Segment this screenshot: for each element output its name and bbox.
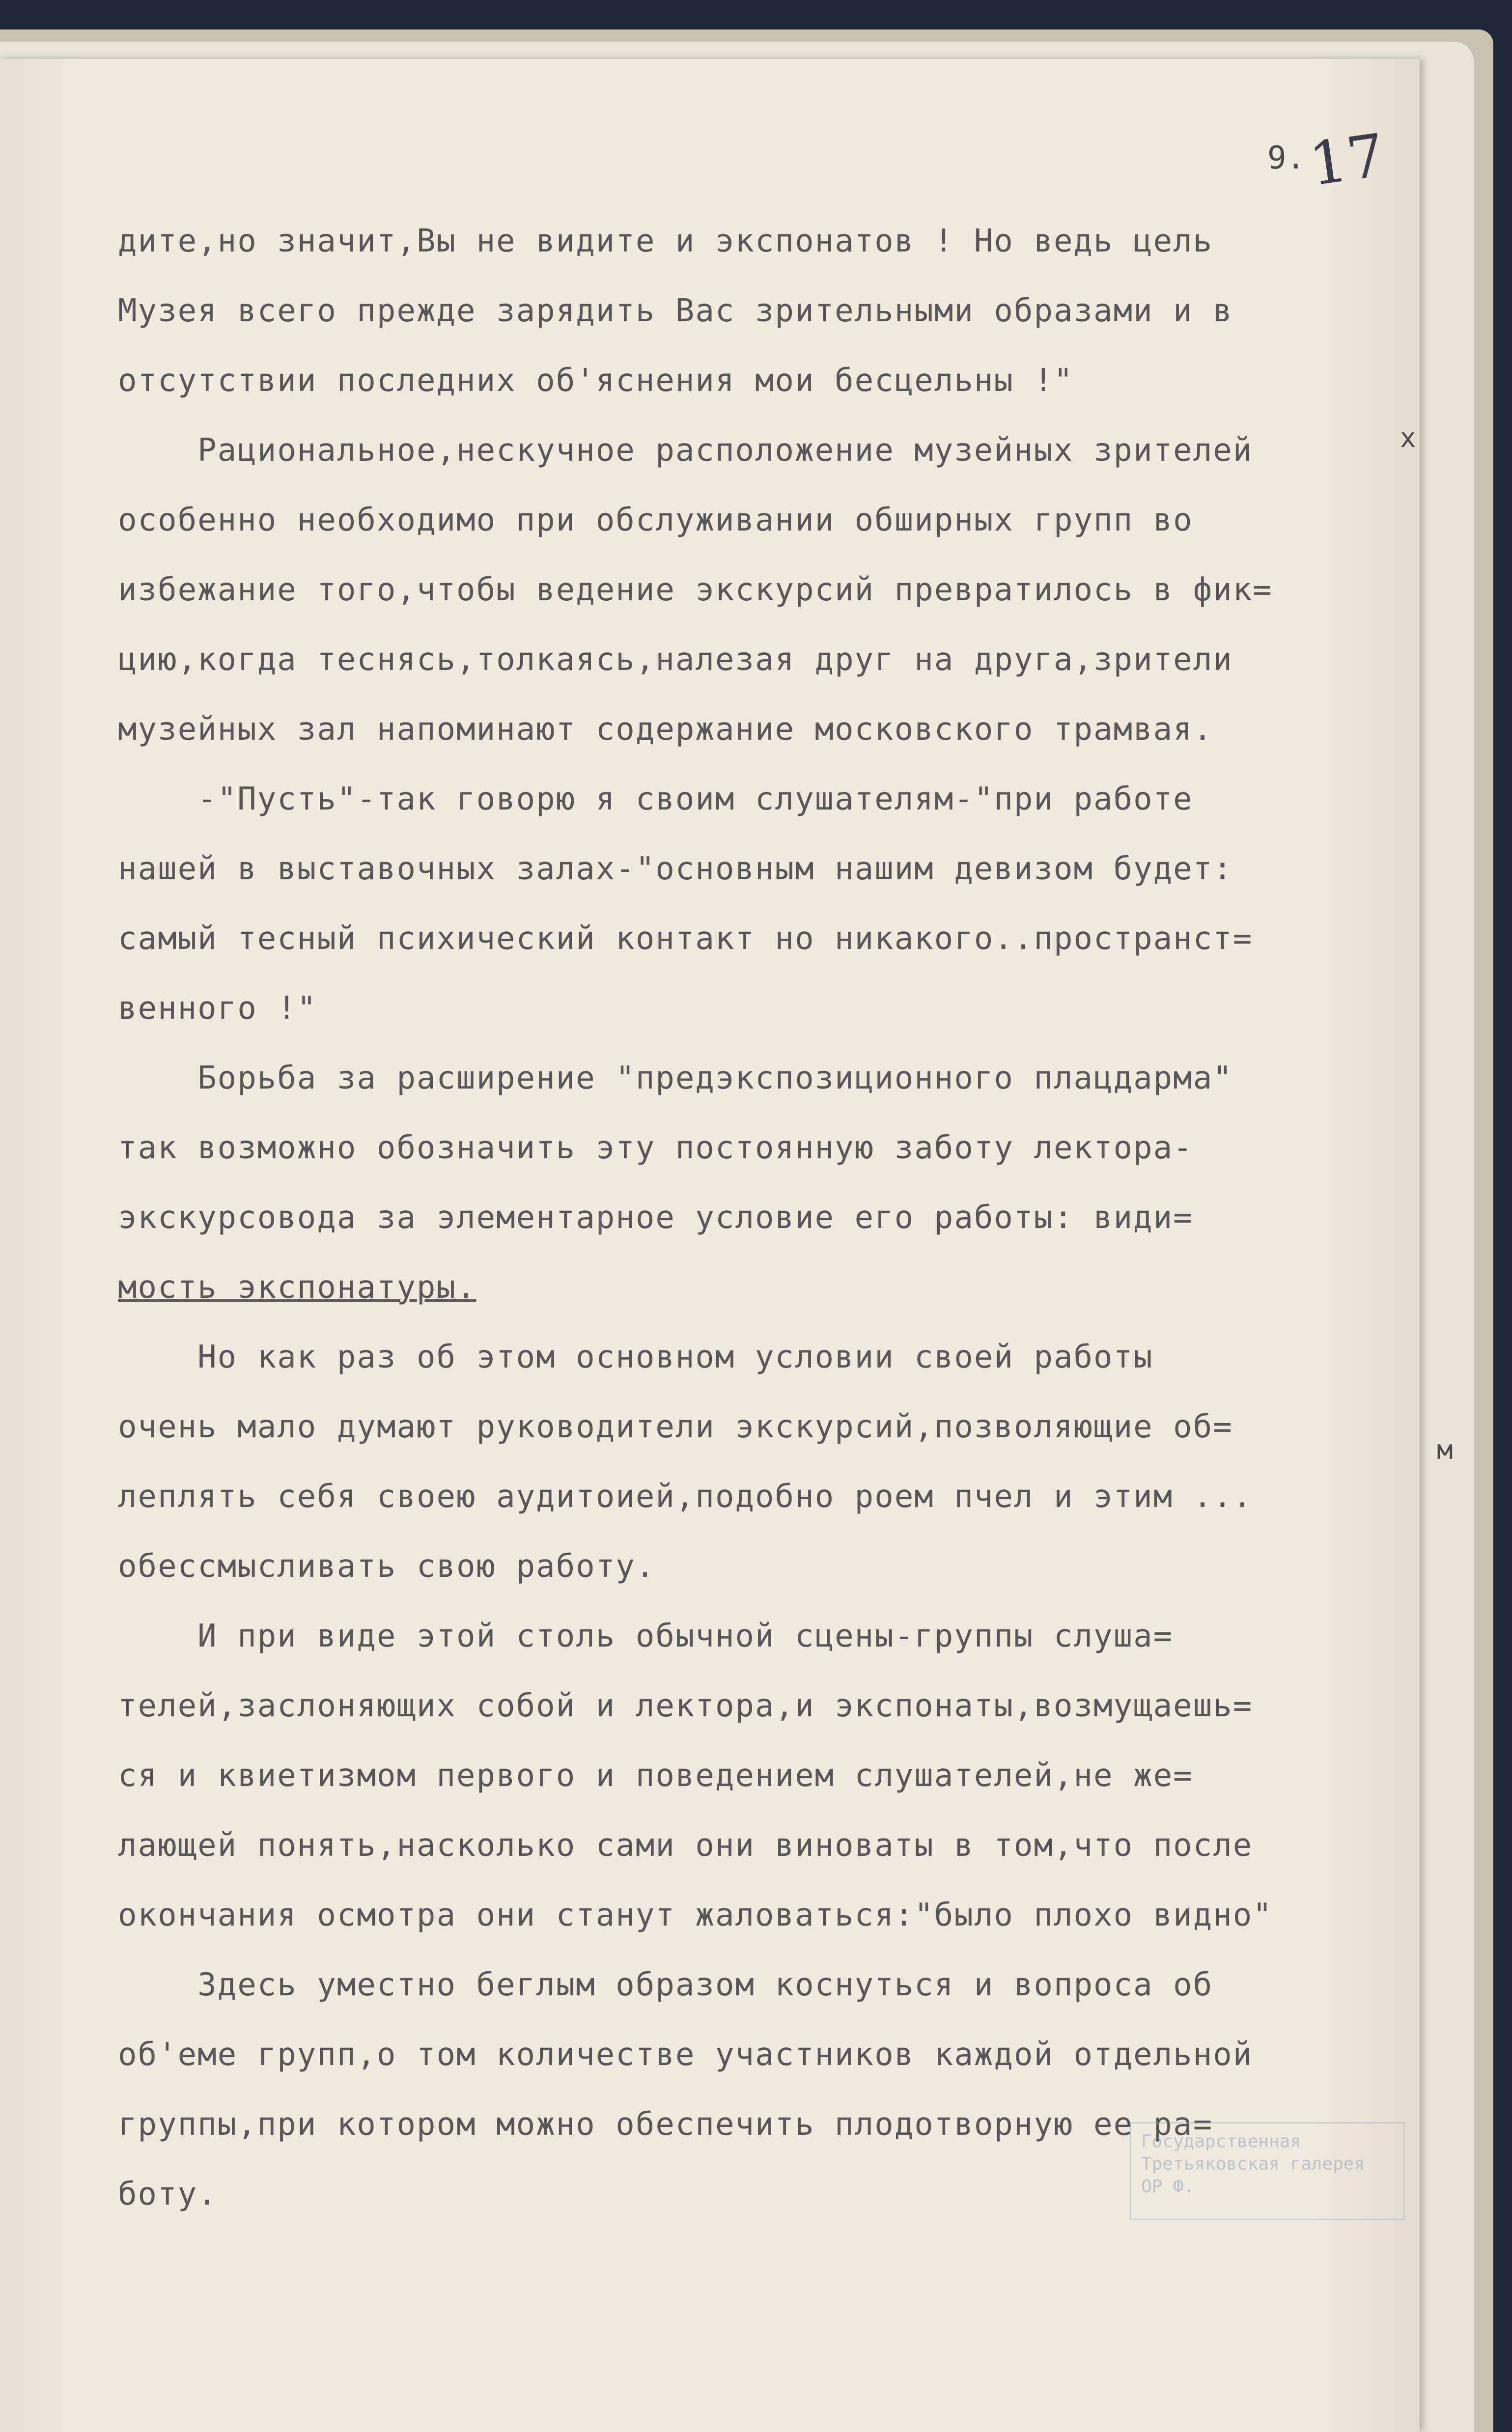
text-line: телей,заслоняющих собой и лектора,и экспонаты,возмущаешь= bbox=[118, 1688, 1253, 1724]
text-line: цию,когда теснясь,толкаясь,налезая друг на друга,зрители bbox=[118, 642, 1233, 678]
text-line: особенно необходимо при обслуживании обширных групп во bbox=[118, 502, 1193, 538]
text-line: группы,при котором можно обеспечить плодотворную ее ра= bbox=[118, 2106, 1213, 2143]
text-line: Борьба за расширение "предэкспозиционного плацдарма" bbox=[118, 1060, 1233, 1096]
text-line: избежание того,чтобы ведение экскурсий превратилось в фик= bbox=[118, 572, 1273, 608]
text-line: обессмысливать свою работу. bbox=[118, 1548, 656, 1585]
stamp-line-3: ОР Ф. bbox=[1141, 2177, 1195, 2197]
text-line: И при виде этой столь обычной сцены-группы слуша= bbox=[118, 1618, 1174, 1654]
page-number: 9. bbox=[1267, 140, 1306, 176]
archive-stamp bbox=[1130, 2122, 1405, 2220]
text-line: об'еме групп,о том количестве участников каждой отдельной bbox=[118, 2037, 1253, 2073]
text-line: Здесь уместно беглым образом коснуться и вопроса об bbox=[118, 1967, 1213, 2003]
text-line: окончания осмотра они станут жаловаться:"было плохо видно" bbox=[118, 1897, 1273, 1933]
text-line: лающей понять,насколько сами они виноваты в том,что после bbox=[118, 1827, 1253, 1864]
text-line: музейных зал напоминают содержание московского трамвая. bbox=[118, 711, 1213, 748]
stamp-line-2: Третьяковская галерея bbox=[1141, 2154, 1365, 2174]
text-line: -"Пусть"-так говорю я своим слушателям-"при работе bbox=[118, 781, 1193, 817]
folio-number-text: 17 bbox=[1305, 121, 1389, 199]
text-line: леплять себя своею аудитоией,подобно роем пчел и этим ... bbox=[118, 1479, 1253, 1515]
text-line: так возможно обозначить эту постоянную заботу лектора- bbox=[118, 1130, 1193, 1166]
text-line: боту. bbox=[118, 2176, 218, 2212]
margin-mark-x: x bbox=[1400, 422, 1416, 453]
folio-number bbox=[1305, 113, 1389, 201]
text-line: Рациональное,нескучное расположение музейных зрителей bbox=[118, 432, 1253, 469]
text-line: отсутствии последних об'яснения мои бесцельны !" bbox=[118, 363, 1074, 399]
stamp-line-1: Государственная bbox=[1141, 2131, 1301, 2152]
text-line: Музея всего прежде зарядить Вас зрительными образами и в bbox=[118, 293, 1233, 329]
text-line: Но как раз об этом основном условии своей работы bbox=[118, 1339, 1153, 1375]
text-line: ся и квиетизмом первого и поведением слушателей,не же= bbox=[118, 1758, 1193, 1794]
text-line: дите,но значит,Вы не видите и экспонатов ! Но ведь цель bbox=[118, 223, 1213, 259]
margin-mark-m: м bbox=[1437, 1434, 1453, 1465]
text-line: нашей в выставочных залах-"основным нашим девизом будет: bbox=[118, 851, 1233, 887]
text-line: экскурсовода за элементарное условие его работы: види= bbox=[118, 1200, 1193, 1236]
text-line: мость экспонатуры. bbox=[118, 1269, 476, 1306]
typed-text bbox=[118, 206, 1444, 2229]
text-line: очень мало думают руководители экскурсий,позволяющие об= bbox=[118, 1409, 1233, 1445]
text-line: самый тесный психический контакт но никакого..пространст= bbox=[118, 921, 1253, 957]
text-line: венного !" bbox=[118, 990, 317, 1027]
